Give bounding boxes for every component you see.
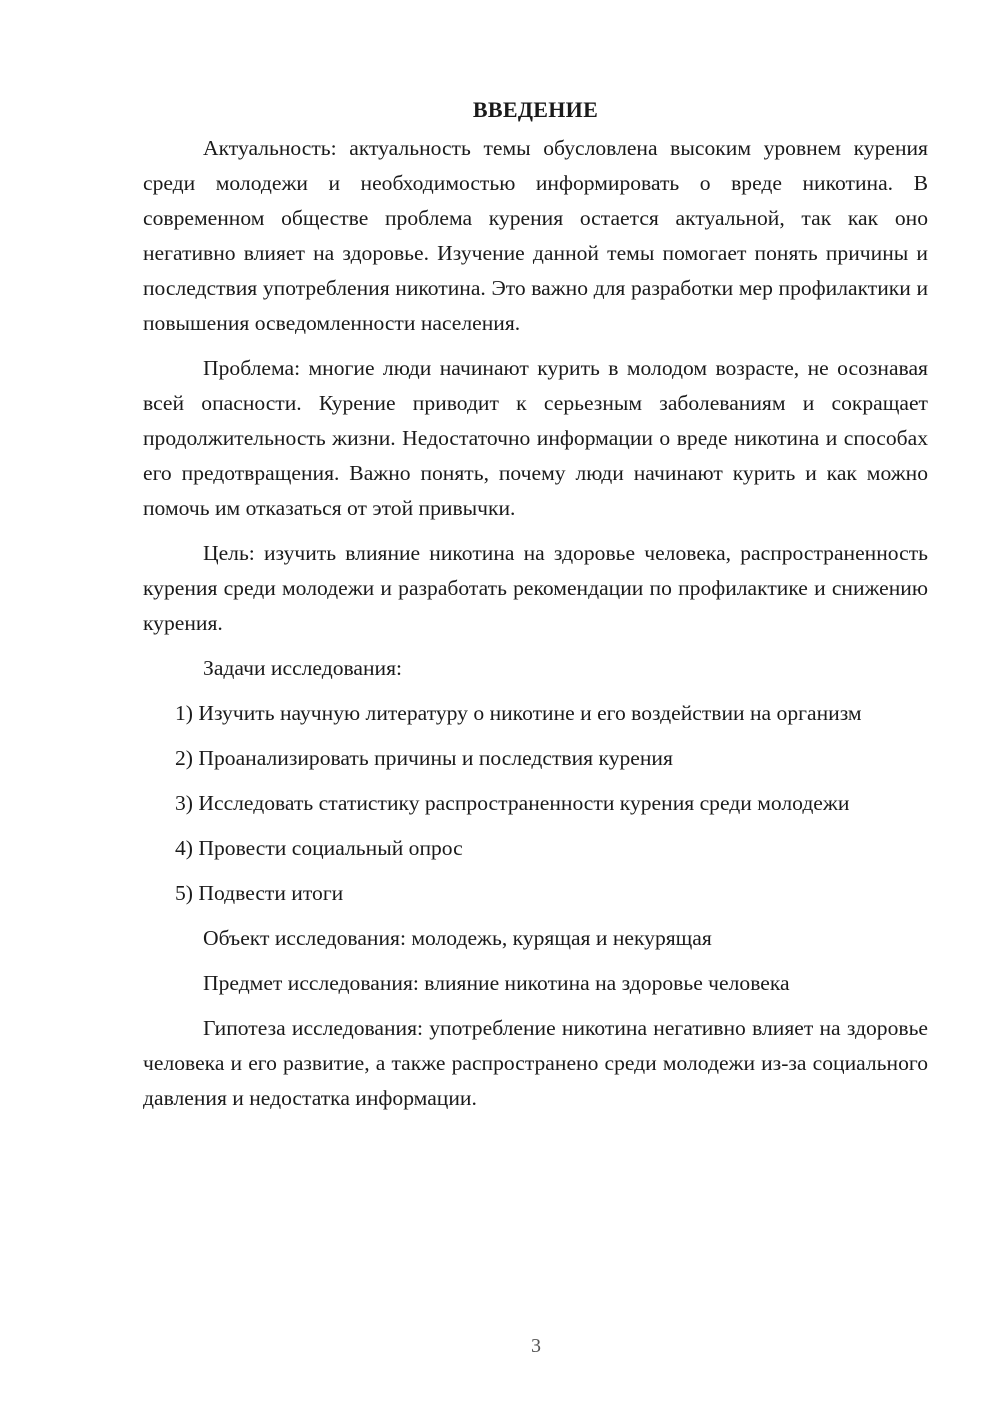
page-number: 3: [531, 1335, 541, 1357]
paragraph-problem: Проблема: многие люди начинают курить в молодом возрасте, не осознавая всей опасности. Курение приводит к серьезным заболеваниям и сокращает продолжительность жизни. Недостаточно информации о вреде никотина и способах его предотвращения. Важно понять, почему люди начинают курить и как можно помочь им отказаться от этой привычки.: [143, 356, 928, 520]
paragraph-goal: Цель: изучить влияние никотина на здоровье человека, распространенность курения среди молодежи и разработать рекомендации по профилактике и снижению курения.: [143, 541, 928, 635]
paragraph-hypothesis: Гипотеза исследования: употребление никотина негативно влияет на здоровье человека и его развитие, а также распространено среди молодежи из-за социального давления и недостатка информации.: [143, 1016, 928, 1110]
task-item-5: 5) Подвести итоги: [175, 881, 344, 905]
tasks-heading: Задачи исследования:: [203, 656, 403, 680]
paragraph-relevance: Актуальность: актуальность темы обусловлена высоким уровнем курения среди молодежи и необходимостью информировать о вреде никотина. В современном обществе проблема курения остается актуальной, так как оно негативно влияет на здоровье. Изучение данной темы помогает понять причины и последствия употребления никотина. Это важно для разработки мер профилактики и повышения осведомленности населения.: [143, 136, 928, 335]
task-item-3: 3) Исследовать статистику распространенности курения среди молодежи: [175, 791, 850, 815]
document-page: [143, 92, 928, 1116]
task-item-2: 2) Проанализировать причины и последствия курения: [175, 746, 673, 770]
task-item-4: 4) Провести социальный опрос: [175, 836, 463, 860]
task-item-1: 1) Изучить научную литературу о никотине и его воздействии на организм: [175, 701, 862, 725]
page-title: ВВЕДЕНИЕ: [472, 97, 599, 122]
paragraph-object: Объект исследования: молодежь, курящая и некурящая: [203, 926, 712, 950]
paragraph-subject: Предмет исследования: влияние никотина на здоровье человека: [203, 971, 790, 995]
